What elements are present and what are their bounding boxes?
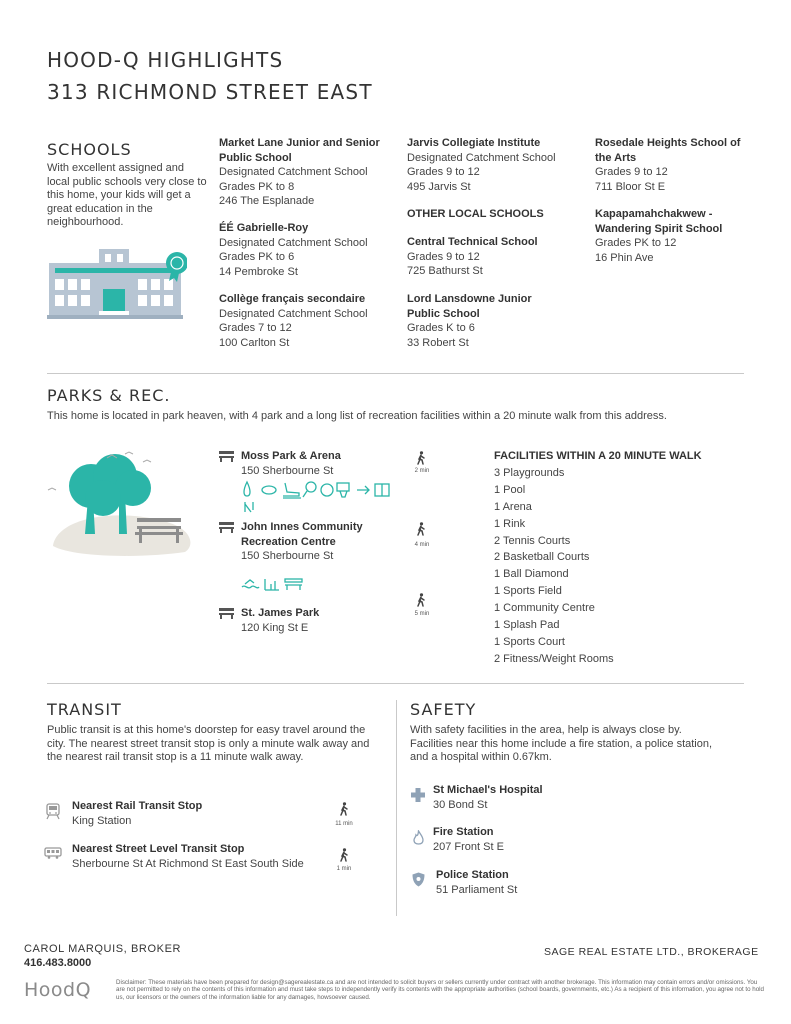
vertical-divider (396, 700, 397, 916)
rail-label: Nearest Rail Transit Stop (72, 800, 203, 812)
agent-phone: 416.483.8000 (24, 957, 92, 969)
walking-icon (416, 522, 426, 536)
fire-station-address: 207 Front St E (433, 840, 504, 853)
police-shield-icon (412, 872, 425, 887)
divider (47, 683, 744, 684)
police-station (436, 868, 686, 897)
fire-station-name: Fire Station (433, 826, 494, 838)
street-stop-name: Sherbourne St At Richmond St East South Side (72, 857, 304, 870)
street-label: Nearest Street Level Transit Stop (72, 843, 245, 855)
basketball-hoop-icon (337, 483, 349, 491)
park-bench-icon (219, 522, 234, 533)
hospital (433, 783, 683, 812)
school-name: Rosedale Heights School of the Arts (595, 137, 741, 164)
facility-item: 2 Tennis Courts (494, 534, 571, 547)
school-name: Kapapamahchakwew - Wandering Spirit School (595, 208, 723, 235)
skate-icon (283, 483, 301, 498)
school-kapapamahchakwew: Kapapamahchakwew - Wandering Spirit School Grades PK to 12 16 Phin Ave (595, 207, 750, 265)
ball-icon (321, 484, 333, 496)
school-name: Central Technical School (407, 236, 538, 248)
fire-icon (413, 830, 424, 845)
park-moss-park: Moss Park & Arena 150 Sherbourne St (241, 449, 401, 478)
walking-icon (416, 593, 426, 607)
transit-intro: Public transit is at this home's doorstep for easy travel around the city. The nearest street transit stop is only a minute walk away and the nearest rail transit stop is a 11 minute walk away. (47, 724, 370, 763)
school-college-francais: Collège français secondaire Designated Catchment School Grades 7 to 12 100 Carlton St (219, 292, 394, 350)
facility-item: 1 Rink (494, 517, 526, 530)
hospital-address: 30 Bond St (433, 798, 488, 811)
park-name: St. James Park (241, 607, 320, 619)
facilities-heading: FACILITIES WITHIN A 20 MINUTE WALK (494, 450, 702, 462)
school-building-icon (47, 245, 187, 320)
walk-time: 4 min (414, 542, 430, 548)
school-rosedale-heights: Rosedale Heights School of the Arts Grades 9 to 12 711 Bloor St E (595, 136, 750, 194)
divider (47, 373, 744, 374)
facility-item: 1 Splash Pad (494, 619, 560, 632)
hospital-name: St Michael's Hospital (433, 784, 543, 796)
facility-item: 1 Sports Court (494, 635, 565, 648)
page-title: HOOD-Q HIGHLIGHTS (47, 48, 284, 72)
park-name: Moss Park & Arena (241, 450, 341, 462)
park-st-james: St. James Park 120 King St E (241, 606, 401, 635)
walk-time: 2 min (414, 468, 430, 474)
safety-intro: With safety facilities in the area, help is always close by. Facilities near this home include a fire station, a police station, and a hospital within 0.67km. (410, 724, 713, 763)
hoodq-logo: HoodQ (24, 979, 92, 1001)
fire-station (433, 825, 683, 854)
property-address: 313 RICHMOND STREET EAST (47, 80, 373, 104)
safety-heading: SAFETY (410, 700, 477, 719)
disclaimer: Disclaimer: These materials have been prepared for design@sagerealestate.ca and are not intended to solicit buyers or sellers currently under contract with another brokerage. This information may contain errors and/or omissions. You are not permitted to rely on the contents of this information and must take steps to independently verify its contents with the appropriate authorities (school boards, governments, etc.) As a recipient of this information, you agree not to hold us, our licensors or the owners of the information liable for any damages, howsoever caused. (116, 979, 764, 1001)
facility-item: 1 Sports Field (494, 585, 562, 598)
bus-icon (44, 847, 62, 859)
park-bench-icon (219, 451, 234, 462)
walking-icon (339, 802, 349, 816)
walk-time: 11 min (335, 821, 353, 827)
school-name: ÉÉ Gabrielle-Roy (219, 222, 309, 234)
facility-icons-row-2 (241, 577, 305, 591)
walk-time: 5 min (414, 611, 430, 617)
facility-item: 2 Fitness/Weight Rooms (494, 652, 614, 665)
tennis-icon (306, 482, 316, 492)
school-name: Jarvis Collegiate Institute (407, 137, 541, 149)
fitness-icon (265, 579, 279, 590)
street-transit-stop (72, 842, 337, 871)
school-name: Lord Lansdowne Junior Public School (407, 293, 532, 320)
splash-pad-icon (244, 482, 250, 496)
school-gabrielle-roy: ÉÉ Gabrielle-Roy Designated Catchment School Grades PK to 6 14 Pembroke St (219, 221, 394, 279)
school-market-lane: Market Lane Junior and Senior Public School Designated Catchment School Grades PK to 8 246 The Esplanade (219, 136, 394, 209)
hospital-cross-icon (411, 788, 425, 802)
parks-heading: PARKS & REC. (47, 386, 171, 405)
schools-intro: With excellent assigned and local public schools very close to this home, your kids will get a great education in the neighbourhood. (47, 162, 207, 228)
school-central-technical: Central Technical School Grades 9 to 12 725 Bathurst St (407, 235, 582, 279)
park-john-innes: John Innes Community Recreation Centre 150 Sherbourne St (241, 520, 401, 564)
walking-icon (416, 451, 426, 465)
facility-item: 3 Playgrounds (494, 467, 565, 479)
facility-item: 1 Pool (494, 483, 526, 496)
walk-time: 1 min (336, 866, 352, 872)
rail-stop-name: King Station (72, 814, 132, 827)
police-station-address: 51 Parliament St (436, 883, 518, 896)
parks-intro: This home is located in park heaven, with 4 park and a long list of recreation facilities within a 20 minute walk from this address. (47, 410, 667, 422)
facility-item: 1 Community Centre (494, 602, 595, 615)
facility-icons-row (241, 480, 391, 519)
school-name: Market Lane Junior and Senior Public School (219, 137, 380, 164)
facility-item: 1 Arena (494, 500, 532, 513)
walking-icon (339, 848, 349, 862)
rink-puck-icon (262, 486, 276, 494)
agent-name: CAROL MARQUIS, BROKER (24, 943, 182, 955)
pool-icon (242, 580, 259, 588)
bench-icon (285, 579, 302, 582)
park-name: John Innes Community Recreation Centre (241, 521, 363, 548)
sports-field-icon (357, 486, 369, 494)
park-bench-icon (219, 608, 234, 619)
other-schools-heading: OTHER LOCAL SCHOOLS (407, 208, 544, 220)
police-station-name: Police Station (436, 869, 509, 881)
facility-item: 1 Ball Diamond (494, 568, 569, 581)
facilities-list (494, 465, 614, 668)
playground-icon (245, 502, 253, 512)
facility-item: 2 Basketball Courts (494, 551, 590, 564)
school-lord-lansdowne: Lord Lansdowne Junior Public School Grades K to 6 33 Robert St (407, 292, 557, 350)
school-name: Collège français secondaire (219, 293, 366, 305)
rail-transit-stop (72, 799, 312, 828)
brokerage-name: SAGE REAL ESTATE LTD., BROKERAGE (544, 946, 759, 958)
train-icon (46, 803, 60, 820)
transit-heading: TRANSIT (47, 700, 122, 719)
park-tree-icon (45, 446, 195, 558)
school-jarvis: Jarvis Collegiate Institute Designated Catchment School Grades 9 to 12 495 Jarvis St (407, 136, 582, 194)
schools-heading: SCHOOLS (47, 140, 132, 159)
